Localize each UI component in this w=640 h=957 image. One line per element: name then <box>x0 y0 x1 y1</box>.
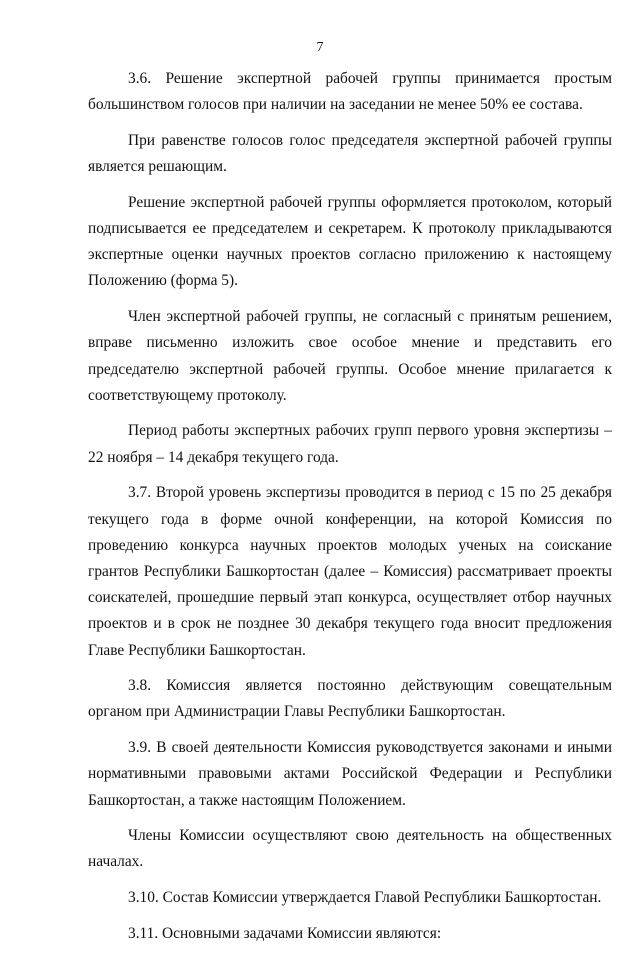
paragraph-3-8: 3.8. Комиссия является постоянно действующим совещательным органом при Администрации Главы Республики Башкортостан. <box>88 677 612 721</box>
paragraph-3-10: 3.10. Состав Комиссии утверждается Главой Республики Башкортостан. <box>128 889 602 907</box>
paragraph-protocol: Решение экспертной рабочей группы оформляется протоколом, который подписывается ее председателем и секретарем. К протоколу прикладываются экспертные оценки научных проектов согласно приложению к настоящему Положению (форма 5). <box>88 193 612 290</box>
paragraph-chairman-vote: При равенстве голосов голос председателя экспертной рабочей группы является решающим. <box>88 131 612 176</box>
document-body <box>88 66 612 957</box>
paragraph-3-9: 3.9. В своей деятельности Комиссия руководствуется законами и иными нормативными правовыми актами Российской Федерации и Республики Башкортостан, а также настоящим Положением. <box>88 739 612 809</box>
page-number: 7 <box>316 40 324 55</box>
paragraph-3-11: 3.11. Основными задачами Комиссии являются: <box>128 924 442 942</box>
paragraph-commission-members: Члены Комиссии осуществляют свою деятельность на общественных началах. <box>88 827 612 871</box>
paragraph-dissenting-opinion: Член экспертной рабочей группы, не согласный с принятым решением, вправе письменно изложить свое особое мнение и представить его председателю экспертной рабочей группы. Особое мнение прилагается к соответствующему протоколу. <box>88 308 612 404</box>
paragraph-3-6: 3.6. Решение экспертной рабочей группы принимается простым большинством голосов при наличии на заседании не менее 50% ее состава. <box>88 70 612 114</box>
paragraph-3-7: 3.7. Второй уровень экспертизы проводится в период с 15 по 25 декабря текущего года в форме очной конференции, на которой Комиссия по проведению конкурса научных проектов молодых ученых на соискание грантов Республики Башкортостан (далее – Комиссия) рассматривает проекты соискателей, прошедшие первый этап конкурса, осуществляет отбор научных проектов и в срок не позднее 30 декабря текущего года вносит предложения Главе Республики Башкортостан. <box>88 484 612 659</box>
paragraph-work-period: Период работы экспертных рабочих групп первого уровня экспертизы – 22 ноября – 14 декабря текущего года. <box>88 422 612 466</box>
